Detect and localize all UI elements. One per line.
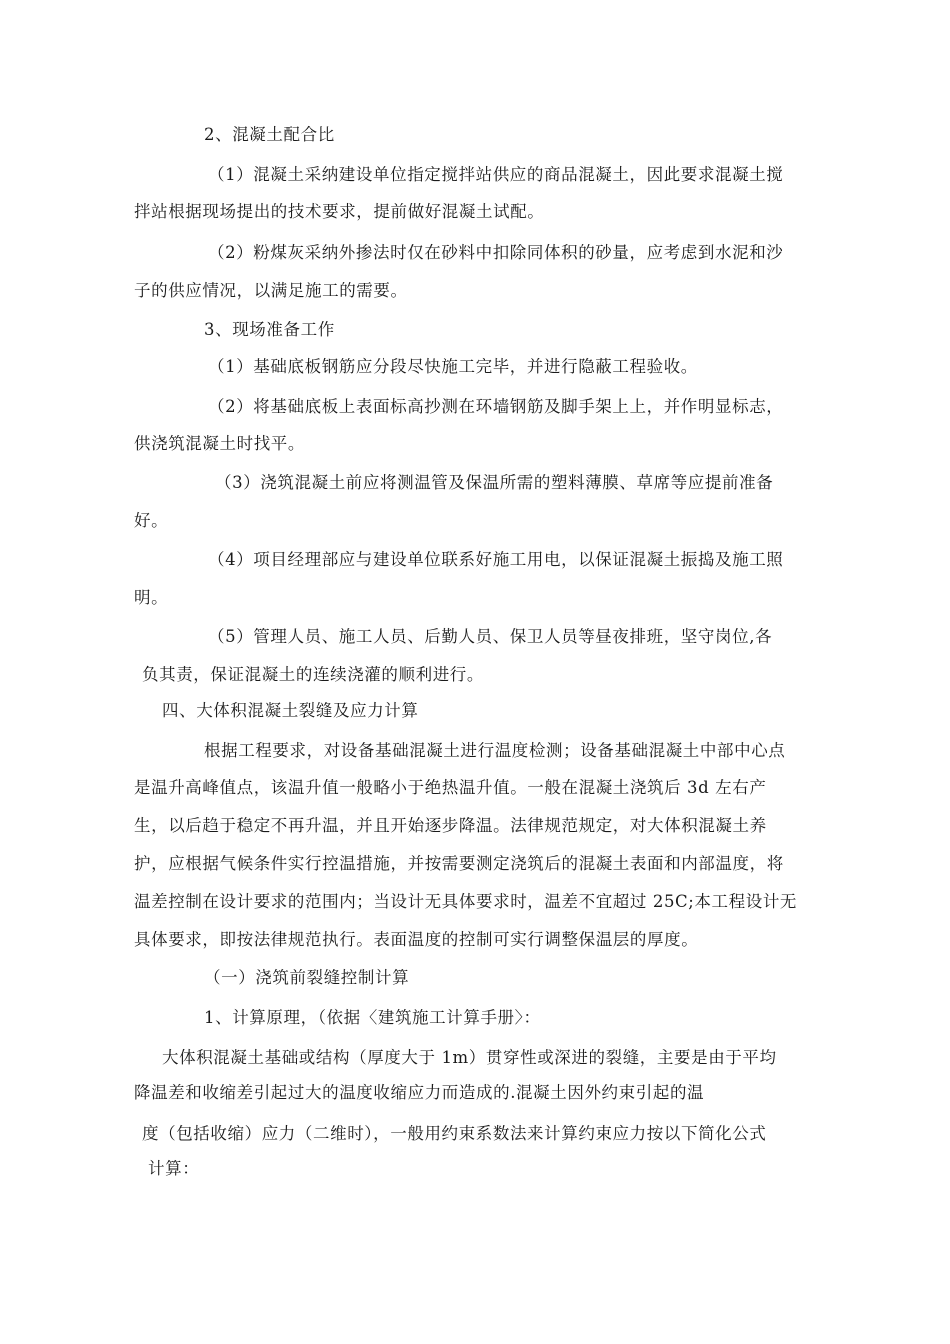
paragraph-line: （3）浇筑混凝土前应将测温管及保温所需的塑料薄膜、草席等应提前准备 [215, 473, 774, 492]
heading-concrete-mix-ratio: 2、混凝土配合比 [204, 125, 335, 144]
paragraph-line: （2）将基础底板上表面标高抄测在环墙钢筋及脚手架上上，并作明显标志， [208, 397, 784, 416]
paragraph-line: 根据工程要求，对设备基础混凝土进行温度检测；设备基础混凝土中部中心点 [204, 741, 786, 760]
paragraph-line: （1）基础底板钢筋应分段尽快施工完毕，并进行隐蔽工程验收。 [208, 357, 698, 376]
paragraph-line: 好。 [134, 511, 169, 530]
paragraph-line: （2）粉煤灰采纳外掺法时仅在砂料中扣除同体积的砂量，应考虑到水泥和沙 [208, 243, 784, 262]
paragraph-line: 护，应根据气候条件实行控温措施，并按需要测定浇筑后的混凝土表面和内部温度，将 [134, 854, 784, 873]
paragraph-line: 度（包括收缩）应力（二维时），一般用约束系数法来计算约束应力按以下简化公式 [142, 1124, 767, 1143]
paragraph-line: 负其责，保证混凝土的连续浇灌的顺利进行。 [142, 665, 484, 684]
paragraph-line: 具体要求，即按法律规范执行。表面温度的控制可实行调整保温层的厚度。 [134, 930, 699, 949]
paragraph-line: 明。 [134, 588, 169, 607]
heading-crack-stress-calculation: 四、大体积混凝土裂缝及应力计算 [162, 701, 419, 720]
paragraph-line: 是温升高峰值点，该温升值一般略小于绝热温升值。一般在混凝土浇筑后 3d 左右产 [134, 778, 767, 797]
paragraph-line: 降温差和收缩差引起过大的温度收缩应力而造成的.混凝土因外约束引起的温 [134, 1083, 705, 1102]
paragraph-line: （5）管理人员、施工人员、后勤人员、保卫人员等昼夜排班，坚守岗位,各 [208, 627, 773, 646]
paragraph-line: 大体积混凝土基础或结构（厚度大于 1m）贯穿性或深进的裂缝，主要是由于平均 [162, 1048, 777, 1067]
paragraph-line: （4）项目经理部应与建设单位联系好施工用电，以保证混凝土振捣及施工照 [208, 550, 784, 569]
paragraph-line: 子的供应情况，以满足施工的需要。 [134, 281, 408, 300]
heading-pre-pour-crack-control: （一）浇筑前裂缝控制计算 [204, 968, 410, 987]
paragraph-line: （1）混凝土采纳建设单位指定搅拌站供应的商品混凝土，因此要求混凝土搅 [208, 165, 784, 184]
heading-calculation-principle: 1、计算原理，（依据〈建筑施工计算手册〉： [204, 1008, 541, 1027]
paragraph-line: 计算： [148, 1159, 200, 1178]
paragraph-line: 生，以后趋于稳定不再升温，并且开始逐步降温。法律规范规定，对大体积混凝土养 [134, 816, 767, 835]
paragraph-line: 拌站根据现场提出的技术要求，提前做好混凝土试配。 [134, 202, 545, 221]
heading-site-preparation: 3、现场准备工作 [204, 320, 335, 339]
paragraph-line: 温差控制在设计要求的范围内；当设计无具体要求时，温差不宜超过 25C;本工程设计无 [134, 892, 798, 911]
paragraph-line: 供浇筑混凝土时找平。 [134, 434, 305, 453]
